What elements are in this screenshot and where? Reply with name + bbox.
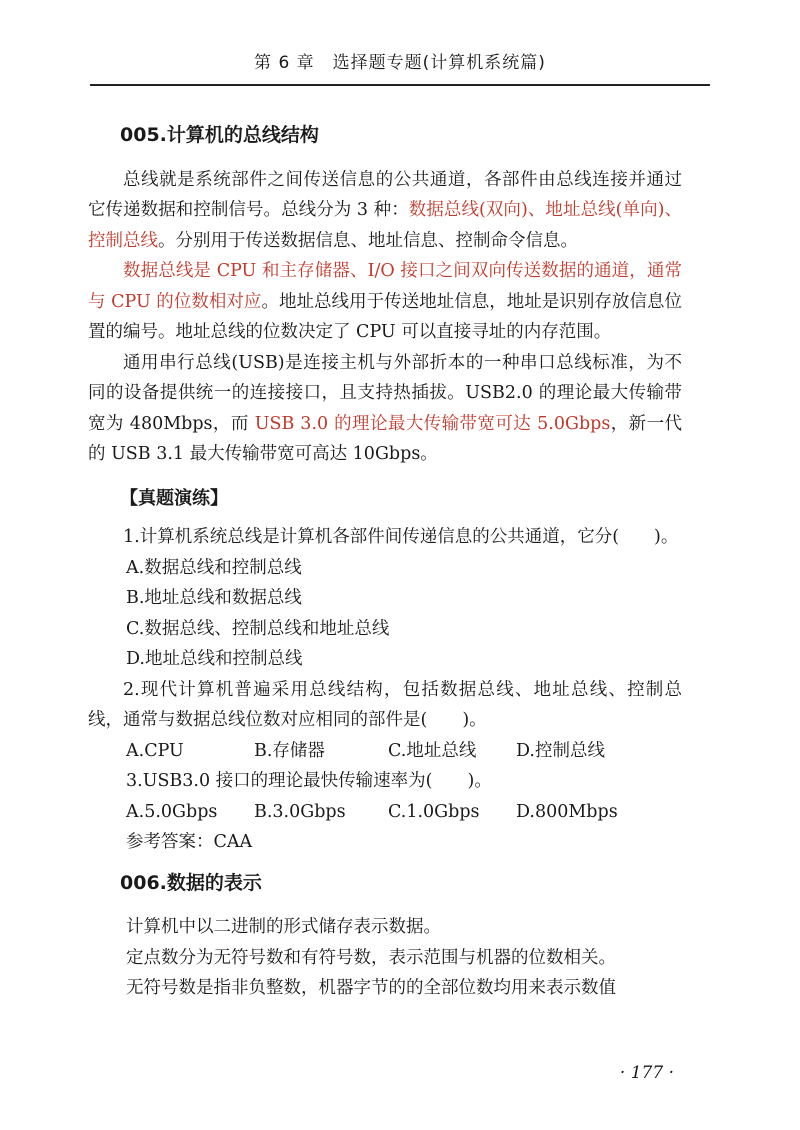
text-segment: ，新一代的 USB 3.1 最大传输带宽可高达 10Gbps。	[88, 413, 682, 464]
question-3-option-b: B.3.0Gbps	[254, 801, 346, 822]
text-segment: 。分别用于传送数据信息、地址信息、控制命令信息。	[158, 230, 578, 251]
highlighted-text: 数据总线是 CPU 和主存储器、I/O 接口之间双向传送数据的通道，通常与 CPU 的位数相对应	[88, 261, 682, 312]
question-2-option-b: B.存储器	[254, 740, 325, 761]
paragraph-fixed-point: 定点数分为无符号数和有符号数，表示范围与机器的位数相关。	[126, 947, 616, 968]
text-segment: 通用串行总线(USB)是连接主机与外部折本的一种串口总线标准，为不同的设备提供统一的连接接口，且支持热插拔。USB2.0 的理论最大传输带宽为 480Mbps，而	[88, 352, 682, 434]
section-title-data: 006.数据的表示	[120, 871, 262, 894]
highlighted-text: USB 3.0 的理论最大传输带宽可达 5.0Gbps	[254, 413, 611, 434]
question-2-option-c: C.地址总线	[388, 740, 477, 761]
reference-answer: 参考答案：CAA	[126, 832, 253, 852]
question-3-option-c: C.1.0Gbps	[388, 801, 480, 822]
question-1-option-c: C.数据总线、控制总线和地址总线	[126, 618, 390, 639]
question-2-option-a: A.CPU	[126, 740, 184, 761]
text-segment: 总线就是系统部件之间传送信息的公共通道，各部件由总线连接并通过它传递数据和控制信号。总线分为 3 种：	[88, 169, 682, 220]
question-3-option-d: D.800Mbps	[516, 801, 618, 822]
question-1: 1.计算机系统总线是计算机各部件间传递信息的公共通道，它分( )。	[123, 527, 679, 547]
question-1-option-a: A.数据总线和控制总线	[126, 557, 302, 578]
header-rule	[90, 84, 710, 86]
question-1-option-d: D.地址总线和控制总线	[126, 649, 303, 669]
paragraph-usb	[88, 348, 682, 470]
question-3: 3.USB3.0 接口的理论最快传输速率为( )。	[126, 771, 492, 791]
paragraph-binary: 计算机中以二进制的形式储存表示数据。	[126, 917, 441, 937]
question-3-option-a: A.5.0Gbps	[126, 801, 218, 822]
question-1-option-b: B.地址总线和数据总线	[126, 588, 302, 608]
page-body	[88, 110, 682, 1004]
highlighted-text: 数据总线(双向)、地址总线(单向)、控制总线	[88, 200, 682, 251]
running-header: 第 6 章 选择题专题(计算机系统篇)	[254, 53, 546, 73]
question-2-options	[88, 736, 682, 767]
paragraph-bus-intro	[88, 165, 682, 257]
section-title-bus: 005.计算机的总线结构	[120, 124, 319, 146]
question-2: 2.现代计算机普遍采用总线结构，包括数据总线、地址总线、控制总线，通常与数据总线位数对应相同的部件是( )。	[88, 679, 682, 730]
practice-heading: 【真题演练】	[120, 487, 228, 509]
page-number: · 177 ·	[619, 1063, 674, 1083]
question-2-option-d: D.控制总线	[516, 740, 605, 761]
question-3-options	[88, 797, 682, 828]
paragraph-unsigned: 无符号数是指非负整数，机器字节的的全部位数均用来表示数值	[126, 978, 616, 998]
text-segment: 。地址总线用于传送地址信息，地址是识别存放信息位置的编号。地址总线的位数决定了 CPU 可以直接寻址的内存范围。	[88, 291, 683, 342]
paragraph-data-bus	[88, 256, 682, 348]
